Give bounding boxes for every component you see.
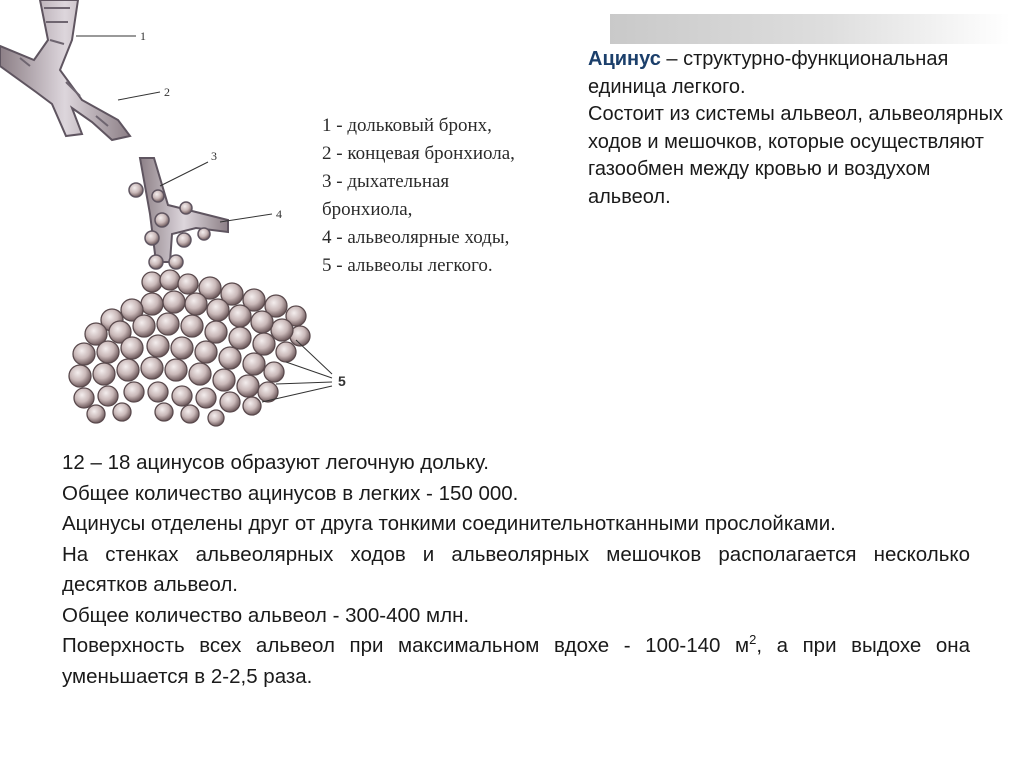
body-paragraph: Общее количество ацинусов в легких - 150 000. — [62, 481, 519, 505]
legend-item: 5 - альвеолы легкого. — [322, 255, 493, 276]
figure-label-4: 4 — [276, 207, 282, 221]
header-gradient-bar — [610, 14, 1010, 44]
surface-unit-superscript: 2 — [749, 632, 757, 648]
definition-rest: – структурно-функциональная единица легкого. — [588, 48, 949, 98]
figure-label-5: 5 — [338, 373, 346, 389]
definition-term: Ацинус — [588, 48, 661, 70]
respiratory-bronchiole-drawing — [129, 158, 272, 269]
body-paragraph: Общее количество альвеол - 300-400 млн. — [62, 603, 470, 627]
legend-item: 1 - дольковый бронх, — [322, 115, 492, 136]
body-paragraph: На стенках альвеолярных ходов и альвеолярных мешочков располагается несколько десятков альвеол. — [62, 542, 970, 596]
surface-text-start: Поверхность всех альвеол при максимальном вдохе - 100-140 м — [62, 634, 750, 657]
figure-legend — [322, 112, 572, 280]
figure-label-1: 1 — [140, 29, 146, 43]
alveolar-sacs-drawing — [69, 270, 332, 426]
figure-label-3: 3 — [211, 149, 217, 163]
legend-item: 4 - альвеолярные ходы, — [322, 227, 510, 248]
legend-item: 2 - концевая бронхиола, — [322, 143, 515, 164]
figure-label-2: 2 — [164, 85, 170, 99]
body-paragraph: 12 – 18 ацинусов образуют легочную дольку. — [62, 451, 489, 474]
surface-text-end: , а при выдохе она уменьшается в 2-2,5 раза. — [62, 634, 970, 688]
legend-item: бронхиола, — [322, 199, 413, 220]
lobular-bronchus-drawing — [0, 0, 160, 140]
acinus-definition — [588, 46, 1008, 211]
definition-sentence — [588, 46, 1008, 101]
body-text — [62, 448, 970, 692]
legend-item: 3 - дыхательная — [322, 171, 450, 192]
body-paragraph: Ацинусы отделены друг от друга тонкими соединительнотканными прослойками. — [62, 512, 836, 535]
body-paragraph-surface — [62, 631, 970, 692]
definition-composition: Состоит из системы альвеол, альвеолярных ходов и мешочков, которые осуществляют газообмен между кровью и воздухом альвеол. — [588, 103, 1003, 208]
